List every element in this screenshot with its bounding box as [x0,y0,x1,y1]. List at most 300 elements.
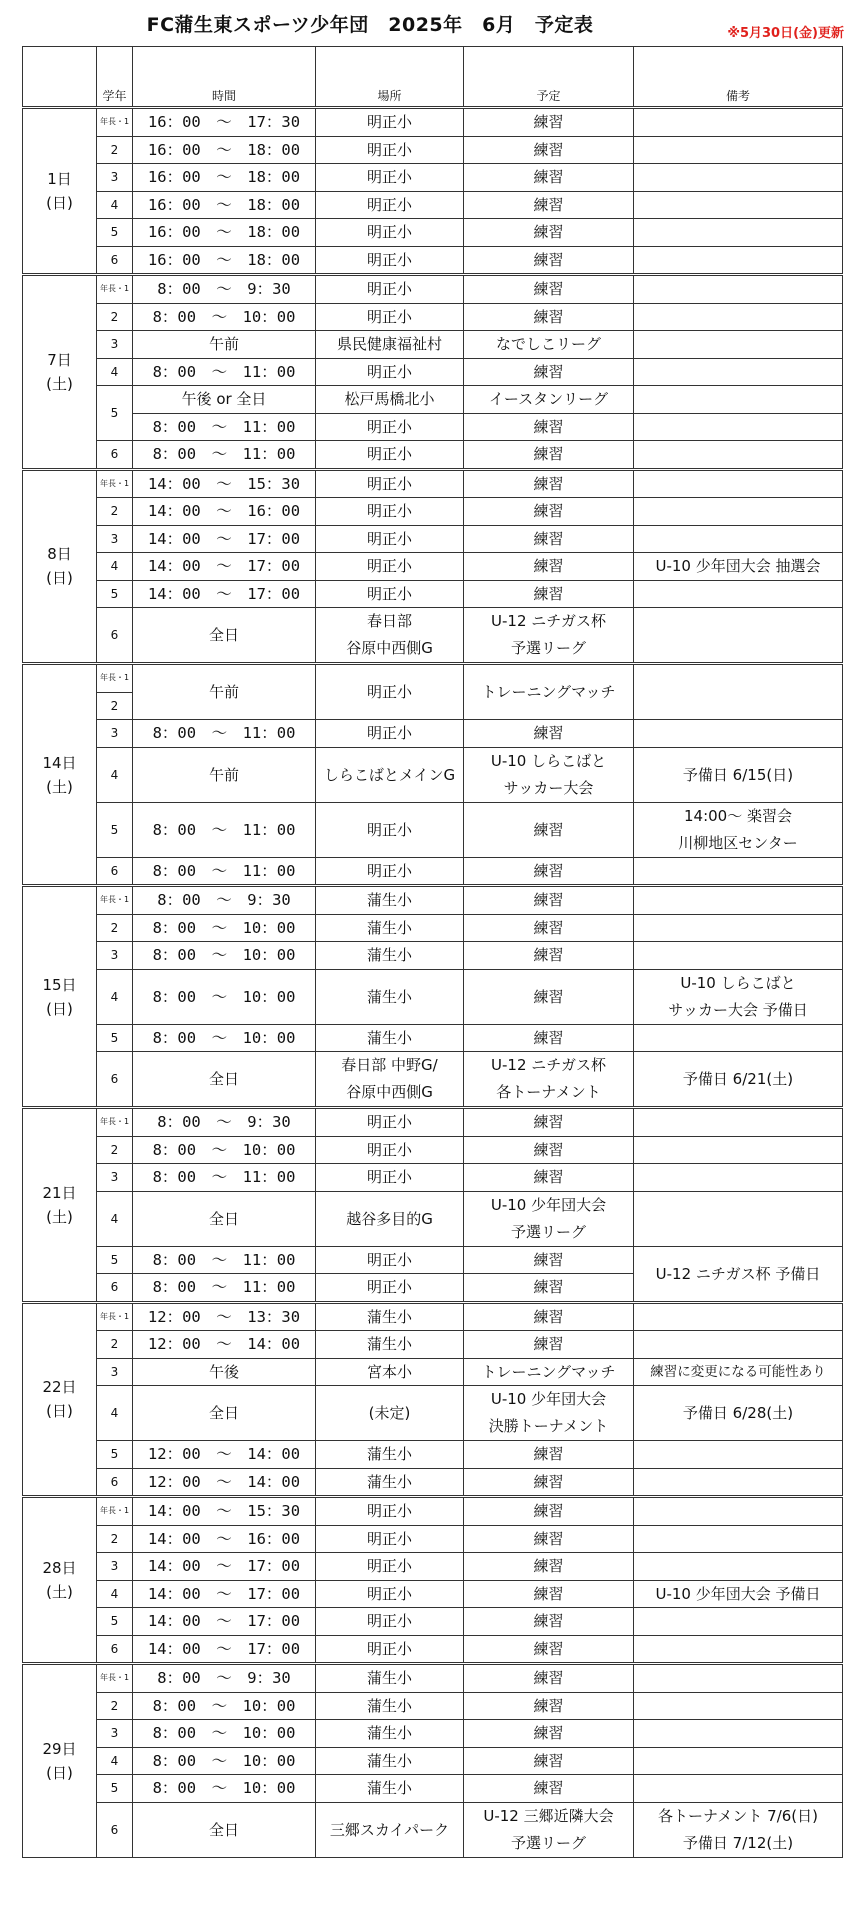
plan-cell: 練習 [464,1525,634,1553]
plan-cell: 練習 [464,1331,634,1359]
note-cell [634,108,843,137]
place-cell: 明正小 [316,664,464,720]
day-cell: 15日 (日) [23,886,97,1108]
time-cell: 14：00 ～ 15：30 [133,1497,316,1526]
table-row [23,413,843,441]
note-cell [634,1664,843,1693]
grade-cell: 6 [97,441,133,470]
plan-cell: 練習 [464,1747,634,1775]
note-cell: U-10 少年団大会 予備日 [634,1580,843,1608]
plan-cell: 練習 [464,1441,634,1469]
time-cell: 14：00 ～ 16：00 [133,498,316,526]
time-cell: 8：00 ～ 11：00 [133,802,316,857]
plan-cell: 練習 [464,303,634,331]
grade-cell: 3 [97,1720,133,1748]
plan-cell: 練習 [464,553,634,581]
grade-cell: 2 [97,303,133,331]
note-cell [634,608,843,664]
time-cell: 8：00 ～ 10：00 [133,303,316,331]
place-cell: 明正小 [316,1108,464,1137]
plan-cell: 練習 [464,1635,634,1664]
table-row [23,303,843,331]
time-cell: 8：00 ～ 10：00 [133,969,316,1024]
plan-cell: 練習 [464,246,634,275]
plan-cell: 練習 [464,857,634,886]
time-cell: 8：00 ～ 9：30 [133,1108,316,1137]
place-cell: しらこばとメインG [316,747,464,802]
place-cell: 越谷多目的G [316,1191,464,1246]
grade-cell: 6 [97,857,133,886]
place-cell: 明正小 [316,1553,464,1581]
grade-cell: 2 [97,498,133,526]
grade-cell: 5 [97,1608,133,1636]
table-row [23,441,843,470]
place-cell: 蒲生小 [316,1692,464,1720]
place-cell: 明正小 [316,1635,464,1664]
grade-cell: 3 [97,942,133,970]
note-cell [634,886,843,915]
time-cell: 14：00 ～ 17：00 [133,1553,316,1581]
place-cell: 明正小 [316,498,464,526]
grade-cell: 4 [97,553,133,581]
table-row [23,219,843,247]
time-header: 時間 [133,47,316,108]
place-cell: 蒲生小 [316,969,464,1024]
table-row [23,580,843,608]
plan-cell: 練習 [464,1246,634,1274]
table-row [23,469,843,498]
table-row [23,246,843,275]
time-cell: 8：00 ～ 11：00 [133,1164,316,1192]
table-row [23,191,843,219]
header-row [23,47,843,108]
time-cell: 午後 [133,1358,316,1386]
grade-cell: 5 [97,802,133,857]
time-cell: 16：00 ～ 17：30 [133,108,316,137]
note-cell [634,1468,843,1497]
place-cell: 蒲生小 [316,1331,464,1359]
plan-cell: 練習 [464,942,634,970]
plan-cell: 練習 [464,1497,634,1526]
time-cell: 8：00 ～ 10：00 [133,1024,316,1052]
plan-cell: 練習 [464,108,634,137]
blank-header [23,47,97,108]
table-row [23,1497,843,1526]
table-row [23,136,843,164]
time-cell: 8：00 ～ 10：00 [133,1720,316,1748]
plan-cell: 練習 [464,1775,634,1803]
place-cell: 春日部 中野G/ 谷原中西側G [316,1052,464,1108]
grade-cell: 4 [97,1580,133,1608]
day-cell: 22日 (日) [23,1302,97,1497]
place-cell: 明正小 [316,1497,464,1526]
place-cell: 松戸馬橋北小 [316,386,464,414]
grade-cell: 4 [97,191,133,219]
place-cell: (未定) [316,1386,464,1441]
grade-cell: 6 [97,1274,133,1303]
grade-cell: 5 [97,1441,133,1469]
place-cell: 明正小 [316,469,464,498]
table-row [23,358,843,386]
table-row [23,1331,843,1359]
grade-cell: 5 [97,580,133,608]
table-row [23,1580,843,1608]
place-cell: 県民健康福祉村 [316,331,464,359]
table-row [23,1136,843,1164]
grade-cell: 3 [97,720,133,748]
note-cell [634,1136,843,1164]
grade-cell: 4 [97,969,133,1024]
note-cell [634,1441,843,1469]
place-cell: 蒲生小 [316,914,464,942]
time-cell: 12：00 ～ 14：00 [133,1331,316,1359]
update-notice: ※5月30日(金)更新 [727,26,844,41]
grade-cell: 5 [97,386,133,441]
note-cell [634,413,843,441]
place-cell: 蒲生小 [316,886,464,915]
place-cell: 明正小 [316,413,464,441]
schedule-table [22,46,843,1858]
grade-cell: 3 [97,331,133,359]
time-cell: 午前 [133,664,316,720]
grade-cell: 2 [97,1136,133,1164]
table-row [23,1164,843,1192]
note-cell: 各トーナメント 7/6(日) 予備日 7/12(土) [634,1802,843,1857]
plan-cell: 練習 [464,441,634,470]
plan-cell: 練習 [464,1302,634,1331]
note-cell [634,498,843,526]
place-cell: 三郷スカイパーク [316,1802,464,1857]
time-cell: 8：00 ～ 9：30 [133,1664,316,1693]
grade-cell: 3 [97,1553,133,1581]
time-cell: 8：00 ～ 11：00 [133,720,316,748]
grade-cell: 6 [97,1052,133,1108]
plan-cell: 練習 [464,469,634,498]
grade-cell: 6 [97,1468,133,1497]
time-cell: 全日 [133,1386,316,1441]
plan-cell: トレーニングマッチ [464,1358,634,1386]
grade-cell: 4 [97,358,133,386]
plan-cell: 練習 [464,886,634,915]
plan-cell: 練習 [464,525,634,553]
note-cell [634,914,843,942]
plan-cell: 練習 [464,275,634,304]
plan-cell: 練習 [464,1024,634,1052]
table-row [23,1441,843,1469]
note-cell [634,1775,843,1803]
grade-cell: 2 [97,914,133,942]
plan-cell: 練習 [464,720,634,748]
note-cell [634,1108,843,1137]
table-row [23,1246,843,1274]
place-cell: 明正小 [316,553,464,581]
table-row [23,1358,843,1386]
grade-cell: 2 [97,692,133,720]
plan-cell: 練習 [464,1720,634,1748]
place-cell: 蒲生小 [316,1775,464,1803]
grade-cell: 年長・1 [97,275,133,304]
grade-cell: 4 [97,1386,133,1441]
table-row [23,914,843,942]
note-cell [634,275,843,304]
plan-cell: U-10 しらこばと サッカー大会 [464,747,634,802]
grade-cell: 6 [97,1802,133,1857]
table-row [23,857,843,886]
place-cell: 明正小 [316,1580,464,1608]
grade-cell: 3 [97,1358,133,1386]
note-cell: 予備日 6/15(日) [634,747,843,802]
plan-cell: 練習 [464,969,634,1024]
place-cell: 明正小 [316,275,464,304]
place-cell: 明正小 [316,802,464,857]
time-cell: 午前 [133,331,316,359]
table-row [23,1553,843,1581]
place-cell: 蒲生小 [316,1747,464,1775]
note-cell: 練習に変更になる可能性あり [634,1358,843,1386]
time-cell: 8：00 ～ 9：30 [133,275,316,304]
note-cell: U-10 しらこばと サッカー大会 予備日 [634,969,843,1024]
time-cell: 8：00 ～ 11：00 [133,358,316,386]
table-row [23,720,843,748]
table-row [23,525,843,553]
time-cell: 16：00 ～ 18：00 [133,191,316,219]
note-cell [634,191,843,219]
plan-cell: トレーニングマッチ [464,664,634,720]
grade-cell: 4 [97,1747,133,1775]
place-cell: 明正小 [316,1136,464,1164]
time-cell: 8：00 ～ 11：00 [133,1246,316,1274]
time-cell: 8：00 ～ 9：30 [133,886,316,915]
place-cell: 明正小 [316,1274,464,1303]
table-row [23,164,843,192]
grade-cell: 4 [97,747,133,802]
grade-cell: 年長・1 [97,1108,133,1137]
time-cell: 8：00 ～ 11：00 [133,1274,316,1303]
time-cell: 12：00 ～ 13：30 [133,1302,316,1331]
place-cell: 蒲生小 [316,1468,464,1497]
note-cell [634,942,843,970]
place-cell: 明正小 [316,1164,464,1192]
place-cell: 明正小 [316,1608,464,1636]
note-cell [634,525,843,553]
time-cell: 8：00 ～ 10：00 [133,1692,316,1720]
plan-cell: U-12 三郷近隣大会 予選リーグ [464,1802,634,1857]
plan-cell: U-12 ニチガス杯 予選リーグ [464,608,634,664]
place-cell: 蒲生小 [316,942,464,970]
grade-cell: 2 [97,1692,133,1720]
place-cell: 明正小 [316,720,464,748]
plan-cell: U-12 ニチガス杯 各トーナメント [464,1052,634,1108]
place-cell: 明正小 [316,358,464,386]
time-cell: 8：00 ～ 10：00 [133,1747,316,1775]
note-cell [634,1525,843,1553]
note-cell [634,1497,843,1526]
table-row [23,1608,843,1636]
plan-cell: U-10 少年団大会 予選リーグ [464,1191,634,1246]
grade-cell: 年長・1 [97,1664,133,1693]
table-row [23,1302,843,1331]
note-cell: 予備日 6/28(土) [634,1386,843,1441]
plan-cell: 練習 [464,413,634,441]
note-cell: U-10 少年団大会 抽選会 [634,553,843,581]
table-row [23,1692,843,1720]
table-row [23,942,843,970]
plan-cell: 練習 [464,164,634,192]
plan-cell: 練習 [464,1136,634,1164]
time-cell: 全日 [133,1191,316,1246]
plan-cell: 練習 [464,498,634,526]
plan-cell: 練習 [464,358,634,386]
time-cell: 8：00 ～ 10：00 [133,1775,316,1803]
day-cell: 21日 (土) [23,1108,97,1303]
table-row [23,1747,843,1775]
time-cell: 14：00 ～ 17：00 [133,525,316,553]
table-row [23,1024,843,1052]
time-cell: 全日 [133,1052,316,1108]
place-cell: 明正小 [316,1246,464,1274]
place-cell: 蒲生小 [316,1720,464,1748]
table-row [23,664,843,693]
note-cell [634,469,843,498]
place-cell: 宮本小 [316,1358,464,1386]
place-header: 場所 [316,47,464,108]
time-cell: 8：00 ～ 11：00 [133,441,316,470]
plan-cell: 練習 [464,1274,634,1303]
time-cell: 14：00 ～ 17：00 [133,553,316,581]
grade-cell: 6 [97,246,133,275]
note-cell [634,219,843,247]
table-row [23,1720,843,1748]
note-cell [634,303,843,331]
grade-cell: 5 [97,1246,133,1274]
note-cell [634,441,843,470]
note-cell [634,1302,843,1331]
plan-cell: イースタンリーグ [464,386,634,414]
day-cell: 28日 (土) [23,1497,97,1664]
note-cell [634,1553,843,1581]
table-row [23,1635,843,1664]
place-cell: 明正小 [316,219,464,247]
plan-cell: 練習 [464,191,634,219]
day-cell: 7日 (土) [23,275,97,470]
note-cell [634,664,843,720]
note-cell [634,1331,843,1359]
grade-cell: 年長・1 [97,886,133,915]
grade-cell: 2 [97,136,133,164]
place-cell: 蒲生小 [316,1302,464,1331]
time-cell: 14：00 ～ 15：30 [133,469,316,498]
note-cell: 14:00～ 楽習会 川柳地区センター [634,802,843,857]
day-cell: 8日 (日) [23,469,97,664]
table-row [23,1468,843,1497]
plan-cell: 練習 [464,1608,634,1636]
time-cell: 8：00 ～ 10：00 [133,942,316,970]
place-cell: 明正小 [316,164,464,192]
time-cell: 16：00 ～ 18：00 [133,246,316,275]
plan-cell: なでしこリーグ [464,331,634,359]
plan-cell: 練習 [464,1108,634,1137]
table-row [23,108,843,137]
table-row [23,553,843,581]
note-cell [634,1720,843,1748]
place-cell: 明正小 [316,108,464,137]
place-cell: 蒲生小 [316,1664,464,1693]
grade-cell: 3 [97,164,133,192]
table-row [23,1775,843,1803]
table-row [23,1664,843,1693]
time-cell: 12：00 ～ 14：00 [133,1468,316,1497]
note-cell [634,1024,843,1052]
place-cell: 春日部 谷原中西側G [316,608,464,664]
note-cell [634,386,843,414]
place-cell: 明正小 [316,191,464,219]
time-cell: 8：00 ～ 11：00 [133,857,316,886]
day-cell: 29日 (日) [23,1664,97,1858]
time-cell: 16：00 ～ 18：00 [133,136,316,164]
grade-cell: 年長・1 [97,108,133,137]
note-cell [634,580,843,608]
plan-cell: 練習 [464,1664,634,1693]
place-cell: 明正小 [316,580,464,608]
table-row [23,886,843,915]
place-cell: 明正小 [316,857,464,886]
grade-cell: 6 [97,608,133,664]
table-row [23,275,843,304]
note-cell [634,1608,843,1636]
time-cell: 14：00 ～ 17：00 [133,1580,316,1608]
plan-cell: 練習 [464,580,634,608]
grade-cell: 6 [97,1635,133,1664]
grade-cell: 3 [97,525,133,553]
time-cell: 全日 [133,608,316,664]
plan-cell: 練習 [464,802,634,857]
note-cell [634,720,843,748]
place-cell: 明正小 [316,1525,464,1553]
table-row [23,331,843,359]
place-cell: 明正小 [316,246,464,275]
note-cell [634,164,843,192]
note-cell [634,1747,843,1775]
plan-cell: 練習 [464,1468,634,1497]
note-cell: 予備日 6/21(土) [634,1052,843,1108]
plan-cell: 練習 [464,1164,634,1192]
plan-cell: 練習 [464,914,634,942]
table-row [23,498,843,526]
note-cell [634,857,843,886]
note-cell [634,246,843,275]
time-cell: 8：00 ～ 10：00 [133,914,316,942]
day-cell: 1日 (日) [23,108,97,275]
time-cell: 14：00 ～ 17：00 [133,1635,316,1664]
place-cell: 明正小 [316,303,464,331]
note-cell [634,1692,843,1720]
note-header: 備考 [634,47,843,108]
place-cell: 明正小 [316,441,464,470]
grade-cell: 年長・1 [97,469,133,498]
time-cell: 12：00 ～ 14：00 [133,1441,316,1469]
grade-cell: 年長・1 [97,1302,133,1331]
table-row [23,1108,843,1137]
grade-cell: 年長・1 [97,1497,133,1526]
grade-header: 学年 [97,47,133,108]
note-cell: U-12 ニチガス杯 予備日 [634,1246,843,1302]
time-cell: 全日 [133,1802,316,1857]
grade-cell: 4 [97,1191,133,1246]
table-row [23,386,843,414]
plan-cell: 練習 [464,219,634,247]
grade-cell: 5 [97,1775,133,1803]
time-cell: 16：00 ～ 18：00 [133,164,316,192]
